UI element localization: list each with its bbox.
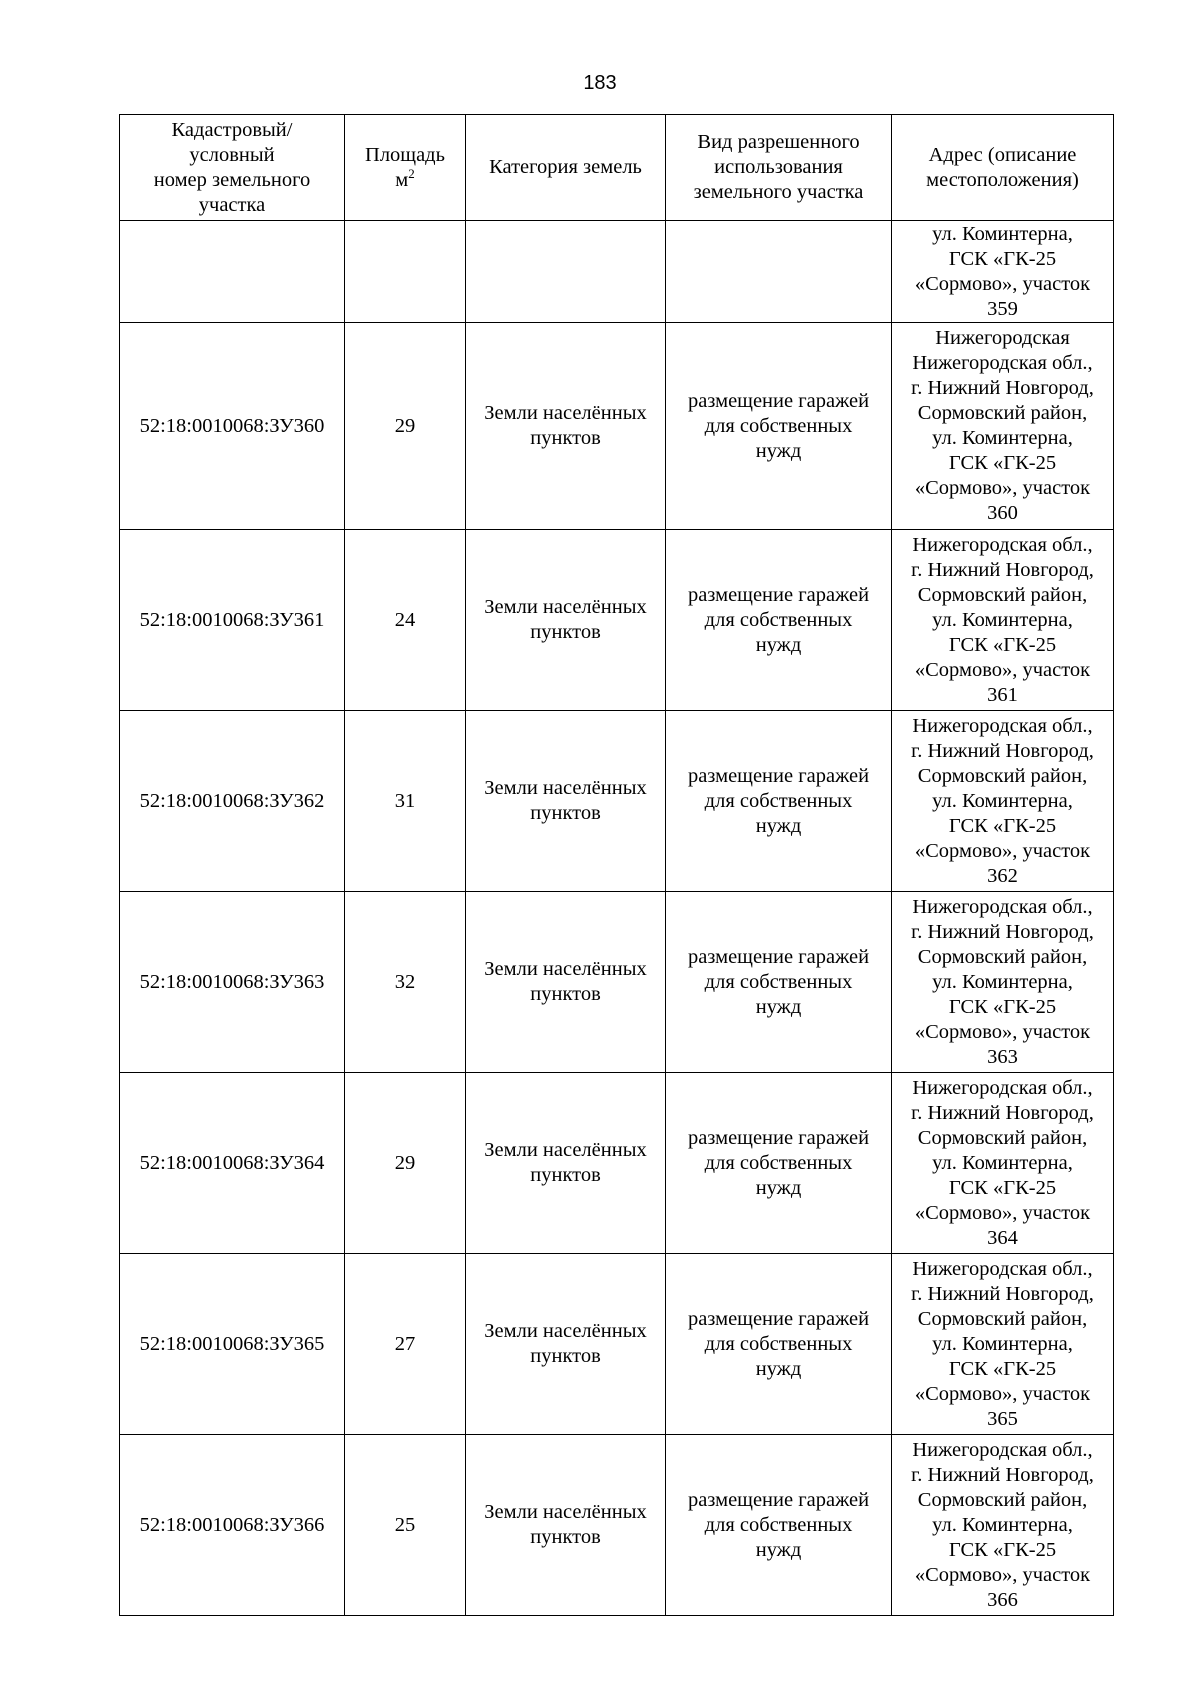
cell-area: 25 [345, 1435, 466, 1616]
cell-land-category: Земли населённых пунктов [466, 892, 666, 1073]
cell-area: 32 [345, 892, 466, 1073]
cell-permitted-use: размещение гаражей для собственных нужд [666, 711, 892, 892]
header-area-label: Площадь м [365, 143, 445, 191]
table-row [120, 530, 1114, 711]
cell-cadastral-number: 52:18:0010068:ЗУ366 [120, 1435, 345, 1616]
cell-cadastral-number: 52:18:0010068:ЗУ361 [120, 530, 345, 711]
cell-cadastral-number: 52:18:0010068:ЗУ365 [120, 1254, 345, 1435]
table-row-continuation [120, 221, 1114, 323]
table-row [120, 711, 1114, 892]
cell-area [345, 221, 466, 323]
cell-land-category: Земли населённых пунктов [466, 711, 666, 892]
table-header-row [120, 115, 1114, 221]
header-address: Адрес (описание местоположения) [892, 115, 1114, 221]
cell-area: 31 [345, 711, 466, 892]
cell-area: 24 [345, 530, 466, 711]
cell-address: Нижегородская обл., г. Нижний Новгород, Сормовский район, ул. Коминтерна, ГСК «ГК-25 «Сормово», участок 362 [892, 711, 1114, 892]
header-land-category: Категория земель [466, 115, 666, 221]
cell-land-category: Земли населённых пунктов [466, 530, 666, 711]
cell-cadastral-number [120, 221, 345, 323]
cell-address: Нижегородская обл., г. Нижний Новгород, Сормовский район, ул. Коминтерна, ГСК «ГК-25 «Сормово», участок 366 [892, 1435, 1114, 1616]
cell-cadastral-number: 52:18:0010068:ЗУ362 [120, 711, 345, 892]
header-permitted-use: Вид разрешенного использования земельного участка [666, 115, 892, 221]
cell-address: ул. Коминтерна, ГСК «ГК-25 «Сормово», участок 359 [892, 221, 1114, 323]
cell-permitted-use: размещение гаражей для собственных нужд [666, 530, 892, 711]
cell-cadastral-number: 52:18:0010068:ЗУ360 [120, 323, 345, 530]
cell-area: 29 [345, 1073, 466, 1254]
cell-land-category: Земли населённых пунктов [466, 1254, 666, 1435]
cell-permitted-use: размещение гаражей для собственных нужд [666, 1073, 892, 1254]
cell-cadastral-number: 52:18:0010068:ЗУ364 [120, 1073, 345, 1254]
table-row [120, 323, 1114, 530]
table-row [120, 1435, 1114, 1616]
header-area [345, 115, 466, 221]
header-area-superscript: 2 [408, 165, 415, 181]
cell-land-category: Земли населённых пунктов [466, 1435, 666, 1616]
cell-address: Нижегородская обл., г. Нижний Новгород, Сормовский район, ул. Коминтерна, ГСК «ГК-25 «Сормово», участок 365 [892, 1254, 1114, 1435]
cell-permitted-use [666, 221, 892, 323]
cell-permitted-use: размещение гаражей для собственных нужд [666, 1254, 892, 1435]
cell-address: Нижегородская Нижегородская обл., г. Нижний Новгород, Сормовский район, ул. Коминтерна, ГСК «ГК-25 «Сормово», участок 360 [892, 323, 1114, 530]
table-row [120, 1073, 1114, 1254]
cell-address: Нижегородская обл., г. Нижний Новгород, Сормовский район, ул. Коминтерна, ГСК «ГК-25 «Сормово», участок 361 [892, 530, 1114, 711]
land-plots-table [119, 114, 1114, 1616]
cell-permitted-use: размещение гаражей для собственных нужд [666, 323, 892, 530]
table-row [120, 1254, 1114, 1435]
cell-cadastral-number: 52:18:0010068:ЗУ363 [120, 892, 345, 1073]
table-row [120, 892, 1114, 1073]
cell-land-category: Земли населённых пунктов [466, 1073, 666, 1254]
cell-permitted-use: размещение гаражей для собственных нужд [666, 1435, 892, 1616]
cell-land-category: Земли населённых пунктов [466, 323, 666, 530]
cell-permitted-use: размещение гаражей для собственных нужд [666, 892, 892, 1073]
cell-area: 29 [345, 323, 466, 530]
cell-address: Нижегородская обл., г. Нижний Новгород, Сормовский район, ул. Коминтерна, ГСК «ГК-25 «Сормово», участок 363 [892, 892, 1114, 1073]
page-number: 183 [583, 72, 617, 94]
cell-land-category [466, 221, 666, 323]
cell-area: 27 [345, 1254, 466, 1435]
header-cadastral-number: Кадастровый/ условный номер земельного участка [120, 115, 345, 221]
cell-address: Нижегородская обл., г. Нижний Новгород, Сормовский район, ул. Коминтерна, ГСК «ГК-25 «Сормово», участок 364 [892, 1073, 1114, 1254]
